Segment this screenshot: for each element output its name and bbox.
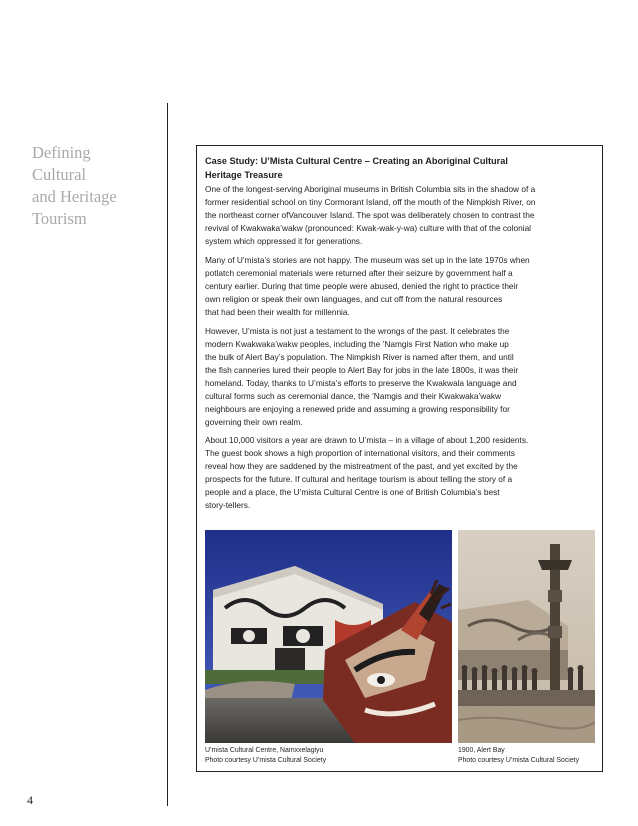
caption-line: Photo courtesy U’mista Cultural Society <box>205 756 327 764</box>
caption-line: 1900, Alert Bay <box>458 747 505 754</box>
text-line: the fish canneries lured their people to Alert Bay for jobs in the late 1800s, it was their <box>205 365 519 375</box>
vertical-divider <box>167 103 168 806</box>
case-study-title-line: Heritage Treasure <box>205 170 283 180</box>
page-number: 4 <box>27 793 33 807</box>
text-line: revival of Kwakwaka’wakw (pronounced: Kwak-wak-y-wa) culture with that of the colonial <box>205 223 532 233</box>
text-line: own religion or speak their own languages, and cut off from the natural resources <box>205 294 503 304</box>
text-line: system which oppressed it for generations. <box>205 236 363 246</box>
text-line: reveal how they are saddened by the mistreatment of the past, and yet excited by the <box>205 461 518 471</box>
caption-line: Photo courtesy U’mista Cultural Society <box>458 756 580 764</box>
case-study-title-line: Case Study: U’Mista Cultural Centre – Creating an Aboriginal Cultural <box>205 156 508 166</box>
photo-umista-illustration <box>205 530 452 743</box>
sidebar-heading-line: Cultural <box>32 165 87 184</box>
photo-umista-cultural-centre <box>205 530 452 743</box>
text-line: potlatch ceremonial materials were returned after their seizure by government half a <box>205 268 513 278</box>
sidebar-heading-line: and Heritage <box>32 187 117 206</box>
text-line: homeland. Today, thanks to U’mista’s efforts to preserve the Kwakwala language and <box>205 378 517 388</box>
text-line: The guest book shows a high proportion of international visitors, and their comments <box>205 448 515 458</box>
text-line: neighbours are enjoying a renewed pride and assuming a growing responsibility for <box>205 404 510 414</box>
sidebar-heading-line: Defining <box>32 143 91 162</box>
case-study-title <box>205 154 595 182</box>
caption-line: U’mista Cultural Centre, Namxxelagiyu <box>205 747 324 754</box>
paragraph-3 <box>205 325 599 429</box>
text-line: However, U’mista is not just a testament to the wrongs of the past. It celebrates the <box>205 326 510 336</box>
photo-alert-bay-1900 <box>458 530 595 743</box>
text-line: One of the longest-serving Aboriginal museums in British Columbia sits in the shadow of a <box>205 184 536 194</box>
text-line: prospects for the future. If cultural and heritage tourism is about telling the story of a <box>205 474 513 484</box>
paragraph-2 <box>205 254 599 319</box>
text-line: governing their own realm. <box>205 417 303 427</box>
text-line: Many of U’mista’s stories are not happy. The museum was set up in the late 1970s when <box>205 255 530 265</box>
paragraph-1 <box>205 183 599 248</box>
text-line: people and a place, the U’mista Cultural Centre is one of British Columbia’s best <box>205 487 500 497</box>
text-line: the northeast corner ofVancouver Island. The spot was deliberately chosen to contrast the <box>205 210 535 220</box>
text-line: that had been their wealth for millennia. <box>205 307 350 317</box>
paragraph-4 <box>205 434 599 512</box>
text-line: About 10,000 visitors a year are drawn to U’mista – in a village of about 1,200 residents. <box>205 435 529 445</box>
text-line: century earlier. During that time people were abused, denied the right to practice their <box>205 281 519 291</box>
sidebar-heading <box>32 142 152 230</box>
photo-alert-bay-illustration <box>458 530 595 743</box>
text-line: modern Kwakwaka’wakw peoples, including the ’Namgis First Nation who make up <box>205 339 509 349</box>
text-line: cultural forms such as ceremonial dance, the ’Namgis and their Kwakwaka’wakw <box>205 391 502 401</box>
photo-2-caption <box>458 746 579 765</box>
text-line: former residential school on tiny Cormorant Island, off the mouth of the Nimpkish River, on <box>205 197 536 207</box>
text-line: story-tellers. <box>205 500 251 510</box>
sidebar-heading-line: Tourism <box>32 209 87 228</box>
text-line: the bulk of Alert Bay’s population. The Nimpkish River is named after them, and until <box>205 352 514 362</box>
photo-1-caption <box>205 746 326 765</box>
